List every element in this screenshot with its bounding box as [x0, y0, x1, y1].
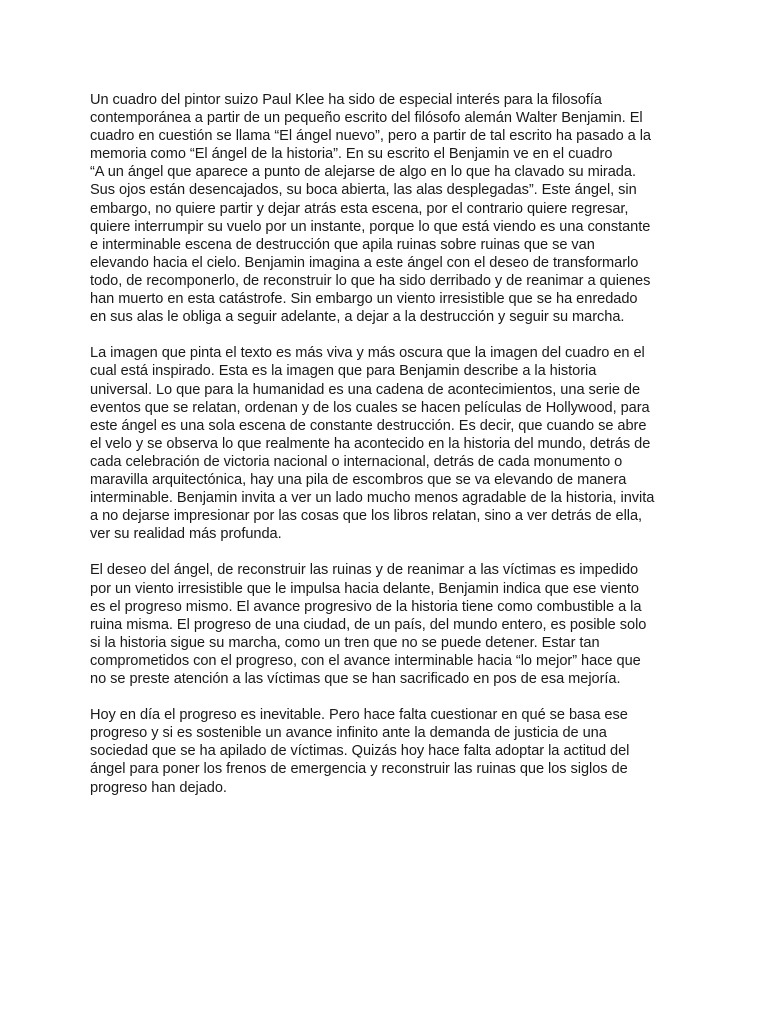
text-line: es el progreso mismo. El avance progresivo de la historia tiene como combustible a la — [90, 598, 642, 615]
text-line: este ángel es una sola escena de constante destrucción. Es decir, que cuando se abre — [90, 417, 647, 434]
text-line: quiere interrumpir su vuelo por un instante, porque lo que está viendo es una constante — [90, 218, 651, 235]
paragraph-3 — [90, 561, 678, 688]
text-line: progreso han dejado. — [90, 779, 227, 796]
text-line: han muerto en esta catástrofe. Sin embargo un viento irresistible que se ha enredado — [90, 291, 638, 308]
text-line: el velo y se observa lo que realmente ha acontecido en la historia del mundo, detrás de — [90, 435, 651, 452]
text-line: contemporánea a partir de un pequeño escrito del filósofo alemán Walter Benjamin. El — [90, 110, 643, 127]
text-line: comprometidos con el progreso, con el avance interminable hacia “lo mejor” hace que — [90, 652, 641, 669]
text-line: cada celebración de victoria nacional o internacional, detrás de cada monumento o — [90, 453, 623, 470]
text-line: memoria como “El ángel de la historia”. En su escrito el Benjamin ve en el cuadro — [90, 146, 613, 163]
text-line: El deseo del ángel, de reconstruir las ruinas y de reanimar a las víctimas es impedido — [90, 562, 639, 579]
paragraph-spacer — [90, 326, 678, 344]
text-line: eventos que se relatan, ordenan y de los cuales se hacen películas de Hollywood, para — [90, 399, 650, 416]
paragraph-2 — [90, 344, 678, 543]
text-line: Sus ojos están desencajados, su boca abierta, las alas desplegadas”. Este ángel, sin — [90, 182, 637, 199]
text-line: a no dejarse impresionar por las cosas que los libros relatan, sino a ver detrás de ella, — [90, 508, 643, 525]
text-line: e interminable escena de destrucción que apila ruinas sobre ruinas que se van — [90, 236, 595, 253]
text-line: maravilla arquitectónica, hay una pila de escombros que se va elevando de manera — [90, 471, 627, 488]
text-line: Hoy en día el progreso es inevitable. Pero hace falta cuestionar en qué se basa ese — [90, 707, 628, 724]
text-line: ver su realidad más profunda. — [90, 526, 282, 543]
document-body — [90, 91, 678, 797]
text-line: cuadro en cuestión se llama “El ángel nuevo”, pero a partir de tal escrito ha pasado a la — [90, 128, 651, 145]
text-line: si la historia sigue su marcha, como un tren que no se puede detener. Estar tan — [90, 634, 600, 651]
text-line: sociedad que se ha apilado de víctimas. Quizás hoy hace falta adoptar la actitud del — [90, 743, 630, 760]
text-line: por un viento irresistible que le impulsa hacia delante, Benjamin indica que ese viento — [90, 580, 639, 597]
text-line: ruina misma. El progreso de una ciudad, de un país, del mundo entero, es posible solo — [90, 616, 647, 633]
text-line: todo, de recomponerlo, de reconstruir lo que ha sido derribado y de reanimar a quienes — [90, 272, 651, 289]
text-line: La imagen que pinta el texto es más viva y más oscura que la imagen del cuadro en el — [90, 345, 645, 362]
text-line: no se preste atención a las víctimas que se han sacrificado en pos de esa mejoría. — [90, 671, 621, 687]
text-line: progreso y si es sostenible un avance infinito ante la demanda de justicia de una — [90, 725, 607, 742]
paragraph-1 — [90, 91, 678, 326]
text-line: cual está inspirado. Esta es la imagen que para Benjamin describe a la historia — [90, 363, 597, 380]
text-line: elevando hacia el cielo. Benjamin imagina a este ángel con el deseo de transformarlo — [90, 254, 639, 271]
paragraph-spacer — [90, 688, 678, 706]
text-line: embargo, no quiere partir y dejar atrás esta escena, por el contrario quiere regresar, — [90, 200, 629, 217]
text-line: en sus alas le obliga a seguir adelante, a dejar a la destrucción y seguir su marcha. — [90, 309, 625, 326]
text-line: ángel para poner los frenos de emergencia y reconstruir las ruinas que los siglos de — [90, 761, 628, 778]
text-line: interminable. Benjamin invita a ver un lado mucho menos agradable de la historia, invita — [90, 490, 655, 507]
text-line: Un cuadro del pintor suizo Paul Klee ha sido de especial interés para la filosofía — [90, 92, 602, 108]
paragraph-spacer — [90, 543, 678, 561]
text-line: universal. Lo que para la humanidad es una cadena de acontecimientos, una serie de — [90, 381, 641, 398]
paragraph-4 — [90, 706, 678, 796]
text-line: “A un ángel que aparece a punto de alejarse de algo en lo que ha clavado su mirada. — [90, 164, 636, 181]
